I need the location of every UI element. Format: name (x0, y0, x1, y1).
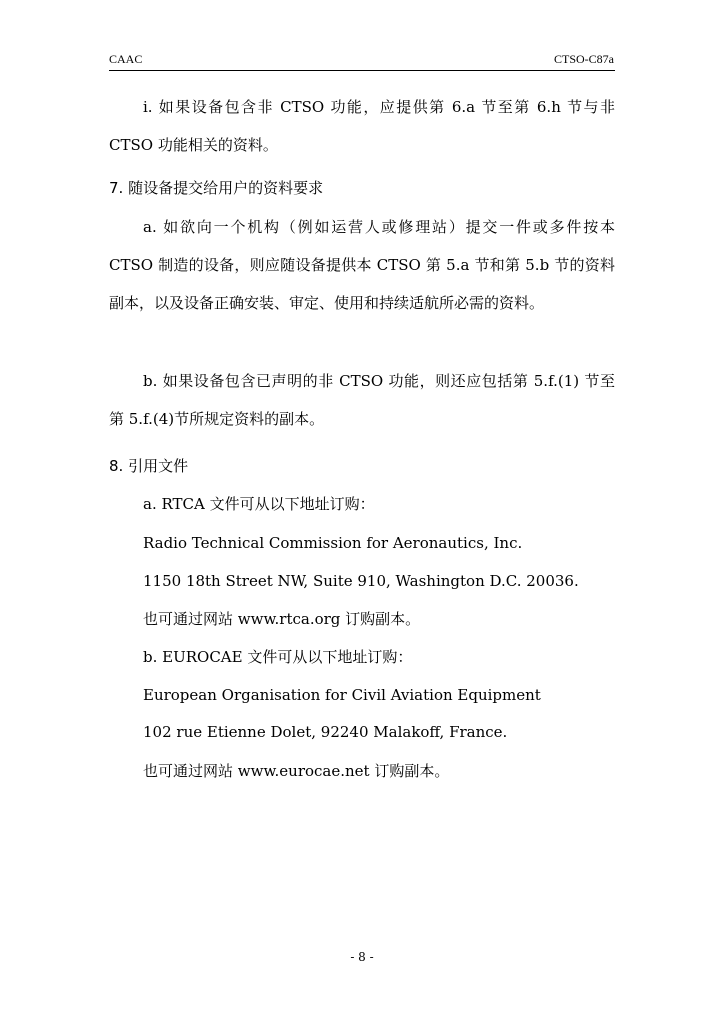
header-left: CAAC (109, 52, 143, 66)
header-rule (109, 70, 615, 71)
section-8-heading: 8. 引用文件 (109, 457, 189, 475)
eurocae-address: 102 rue Etienne Dolet, 92240 Malakoff, France. (143, 723, 508, 741)
paragraph-7b: b. 如果设备包含已声明的非 CTSO 功能，则还应包括第 5.f.(1) 节至第 5.f.(4)节所规定资料的副本。 (109, 372, 615, 428)
eurocae-order-line: b. EUROCAE 文件可从以下地址订购： (143, 648, 413, 666)
eurocae-organisation: European Organisation for Civil Aviation Equipment (143, 686, 541, 704)
rtca-organisation: Radio Technical Commission for Aeronautics, Inc. (143, 534, 523, 552)
rtca-address: 1150 18th Street NW, Suite 910, Washington D.C. 20036. (143, 572, 579, 590)
rtca-order-line: a. RTCA 文件可从以下地址订购： (143, 495, 375, 513)
eurocae-website: 也可通过网站 www.eurocae.net 订购副本。 (143, 762, 450, 780)
paragraph-6i: i. 如果设备包含非 CTSO 功能，应提供第 6.a 节至第 6.h 节与非 CTSO 功能相关的资料。 (109, 98, 615, 154)
section-7-heading: 7. 随设备提交给用户的资料要求 (109, 179, 324, 197)
header-right: CTSO-C87a (554, 52, 614, 66)
paragraph-7a: a. 如欲向一个机构（例如运营人或修理站）提交一件或多件按本 CTSO 制造的设备，则应随设备提供本 CTSO 第 5.a 节和第 5.b 节的资料副本，以及设备正确安装、审定、使用和持续适航所必需的资料。 (109, 218, 615, 312)
rtca-website: 也可通过网站 www.rtca.org 订购副本。 (143, 610, 421, 628)
page-number: - 8 - (350, 950, 374, 964)
